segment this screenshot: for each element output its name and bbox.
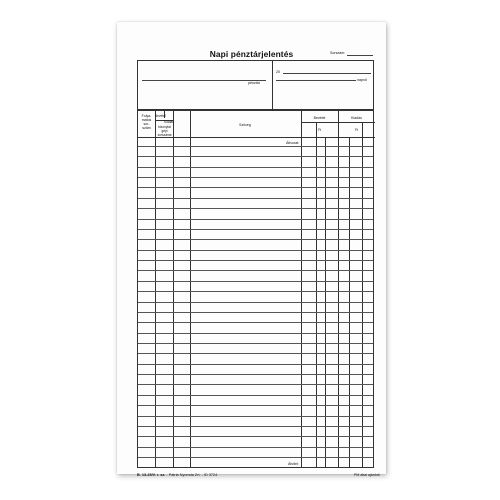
table-row-line	[138, 343, 373, 344]
carried-out-label: Átvitel:	[288, 462, 299, 466]
table-row-line	[138, 302, 373, 303]
table-row-line	[138, 405, 373, 406]
header-text: Szöveg	[239, 123, 251, 127]
table-row-line	[138, 239, 373, 240]
table-row-line	[138, 260, 373, 261]
header-income: Bevétel	[313, 116, 326, 120]
table-row-line	[138, 229, 373, 230]
header-expense-voucher: Kiadás	[164, 120, 174, 124]
header-box-divider	[272, 61, 273, 109]
carried-in-label: Áthozat:	[286, 141, 300, 145]
table-row-line	[138, 291, 373, 292]
table-row-line	[138, 374, 373, 375]
table-column-line	[155, 111, 156, 467]
header-currency-expense: Ft	[354, 128, 359, 132]
table-row-line	[138, 198, 373, 199]
table-row-line	[138, 353, 373, 354]
table-row-line	[138, 436, 373, 437]
table-row-line	[138, 156, 373, 157]
header-rule-amounts	[316, 137, 375, 138]
recommendation-note: PM által ajánlott	[354, 473, 380, 477]
table-column-line	[338, 111, 339, 467]
table-row-line	[138, 457, 373, 458]
table-row-line	[138, 416, 373, 417]
table-row-line	[138, 146, 373, 147]
table-row-line	[138, 312, 373, 313]
form-code-footer	[137, 473, 217, 477]
serial-number-label: Sorszám:	[330, 51, 346, 55]
table-row-line	[138, 167, 373, 168]
table-row-line	[138, 250, 373, 251]
table-row-line	[138, 187, 373, 188]
header-currency-income: Ft	[317, 128, 322, 132]
header-income-voucher: Bevétel	[155, 114, 166, 118]
table-row-line	[138, 384, 373, 385]
form-header-box	[137, 60, 374, 110]
table-row-line	[138, 426, 373, 427]
table-column-line	[301, 111, 302, 467]
form-code: B. 13-25/V. r. sz.	[137, 473, 166, 477]
header-sequence-number: Folya- matos sor- szám	[141, 114, 152, 130]
publisher-info: - Pátria Nyomda Zrt. - ID 3724	[165, 473, 218, 477]
cash-entries-table	[137, 110, 374, 468]
table-row-line	[138, 364, 373, 365]
header-expense: Kiadás	[351, 116, 362, 120]
header-rule-income-expense	[301, 122, 375, 123]
serial-number-line	[347, 55, 373, 56]
header-voucher-number: bizonylat gépi sorszáma	[157, 125, 172, 137]
table-row-line	[138, 322, 373, 323]
table-row-line	[138, 270, 373, 271]
table-column-line	[173, 111, 174, 467]
table-row-line	[138, 208, 373, 209]
table-row-line	[138, 219, 373, 220]
table-row-line	[138, 333, 373, 334]
cash-report-form-sheet	[117, 22, 386, 477]
year-prefix: 20	[276, 70, 280, 74]
table-row-line	[138, 177, 373, 178]
day-suffix: napról	[357, 78, 367, 82]
table-row-line	[138, 281, 373, 282]
header-rule-text	[138, 137, 316, 138]
cashier-label: pénztár	[248, 81, 260, 85]
table-row-line	[138, 395, 373, 396]
table-column-line	[190, 111, 191, 467]
form-title: Napi pénztárjelentés	[209, 49, 294, 59]
table-row-line	[138, 447, 373, 448]
date-line	[283, 73, 371, 74]
day-line	[276, 80, 356, 81]
